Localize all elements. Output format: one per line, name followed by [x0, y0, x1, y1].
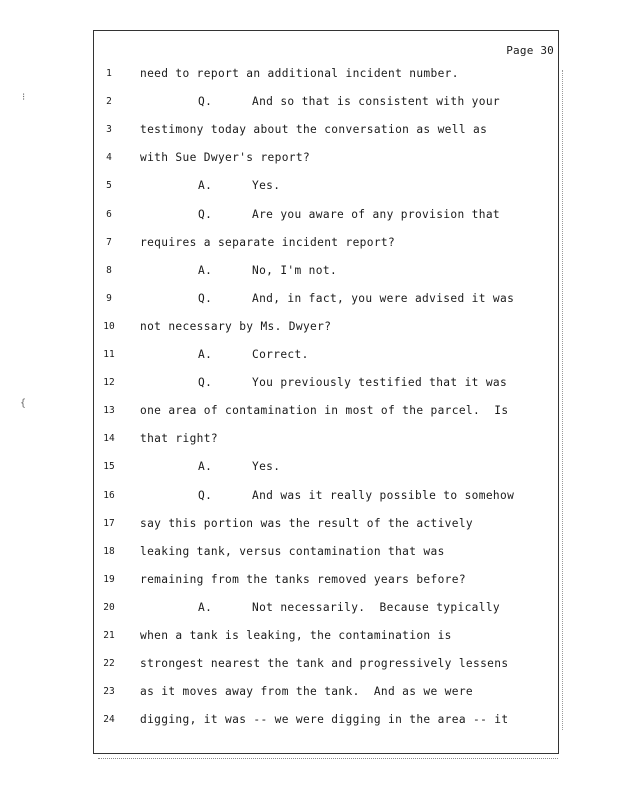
speaker-label: A. [198, 263, 213, 277]
transcript-line [94, 289, 558, 309]
left-margin-mark: ⁝ [22, 92, 26, 103]
transcript-line [94, 148, 558, 168]
line-number: 10 [103, 320, 115, 332]
transcript-line [94, 92, 558, 112]
speaker-label: Q. [198, 207, 213, 221]
testimony-text: You previously testified that it was [252, 376, 508, 390]
line-number: 12 [103, 377, 115, 389]
testimony-text: digging, it was -- we were digging in the area -- it [140, 713, 509, 727]
line-text [198, 345, 309, 365]
line-text [140, 429, 218, 449]
line-text [140, 570, 466, 590]
line-text [140, 542, 445, 562]
transcript-line [94, 401, 558, 421]
line-text [140, 120, 487, 140]
testimony-text: strongest nearest the tank and progressively lessens [140, 657, 509, 671]
line-number: 15 [103, 461, 115, 473]
line-number: 2 [106, 96, 112, 108]
line-number: 1 [106, 68, 112, 79]
transcript-line [94, 261, 558, 281]
speaker-label: A. [198, 460, 213, 474]
testimony-text: testimony today about the conversation as well as [140, 123, 488, 137]
line-number: 16 [103, 489, 115, 501]
line-text [198, 205, 500, 225]
speaker-label: Q. [198, 488, 213, 502]
testimony-text: one area of contamination in most of the parcel. Is [140, 404, 509, 418]
line-text [140, 317, 331, 337]
right-edge-scan-marks [562, 70, 565, 730]
testimony-text: as it moves away from the tank. And as we were [140, 685, 474, 699]
line-text [198, 92, 500, 112]
transcript-line [94, 542, 558, 562]
transcript-line [94, 345, 558, 365]
line-number: 14 [103, 433, 115, 445]
line-number: 13 [103, 405, 115, 417]
speaker-label: A. [198, 348, 213, 361]
testimony-text: And was it really possible to somehow [252, 488, 515, 502]
transcript-line [94, 654, 558, 674]
testimony-text: No, I'm not. [252, 263, 338, 277]
line-number: 5 [106, 180, 112, 192]
line-number: 22 [103, 658, 115, 670]
transcript-line [94, 64, 558, 84]
line-text [140, 626, 452, 646]
testimony-text: Yes. [252, 460, 281, 474]
line-text [140, 64, 459, 84]
speaker-label: Q. [198, 291, 213, 305]
testimony-text: requires a separate incident report? [140, 235, 396, 249]
line-number: 11 [103, 349, 115, 360]
transcript-line [94, 233, 558, 253]
line-number: 20 [103, 601, 115, 613]
line-text [198, 289, 514, 309]
transcript-line [94, 570, 558, 590]
speaker-label: Q. [198, 95, 213, 109]
line-text [198, 457, 280, 477]
transcript-line [94, 710, 558, 730]
line-number: 6 [106, 208, 112, 220]
testimony-text: remaining from the tanks removed years before? [140, 572, 466, 586]
line-number: 9 [106, 292, 112, 304]
line-text [198, 176, 280, 196]
line-text [198, 486, 514, 506]
line-text [140, 148, 310, 168]
line-number: 21 [103, 630, 115, 641]
line-text [140, 682, 473, 702]
line-text [140, 514, 473, 534]
left-margin-bracket: { [20, 398, 27, 409]
speaker-label: A. [198, 600, 213, 614]
line-number: 23 [103, 686, 115, 698]
speaker-label: Q. [198, 376, 213, 390]
testimony-text: when a tank is leaking, the contamination is [140, 629, 452, 642]
line-number: 3 [106, 124, 112, 136]
testimony-text: Correct. [252, 348, 309, 361]
line-number: 18 [103, 545, 115, 557]
transcript-line [94, 120, 558, 140]
line-number: 17 [103, 517, 115, 529]
speaker-label: A. [198, 179, 213, 193]
transcript-line [94, 457, 558, 477]
transcript-line [94, 682, 558, 702]
transcript-line [94, 486, 558, 506]
line-text [198, 261, 337, 281]
testimony-text: not necessary by Ms. Dwyer? [140, 319, 332, 333]
line-text [140, 654, 508, 674]
line-text [198, 598, 500, 618]
testimony-text: And, in fact, you were advised it was [252, 291, 515, 305]
transcript-line [94, 514, 558, 534]
transcript-line [94, 598, 558, 618]
testimony-text: say this portion was the result of the actively [140, 516, 474, 530]
transcript-line [94, 429, 558, 449]
testimony-text: with Sue Dwyer's report? [140, 151, 311, 165]
testimony-text: And so that is consistent with your [252, 95, 500, 109]
line-number: 8 [106, 264, 112, 276]
page-number: Page 30 [506, 44, 554, 57]
line-number: 7 [106, 236, 112, 248]
transcript-line [94, 626, 558, 646]
line-text [198, 373, 507, 393]
transcript-line [94, 176, 558, 196]
testimony-text: leaking tank, versus contamination that was [140, 544, 445, 558]
testimony-text: Yes. [252, 179, 281, 193]
line-number: 24 [103, 714, 115, 726]
transcript-line [94, 317, 558, 337]
line-text [140, 710, 508, 730]
bottom-scan-rule [98, 758, 558, 759]
testimony-text: that right? [140, 432, 218, 446]
line-number: 4 [106, 152, 112, 164]
transcript-line [94, 205, 558, 225]
line-text [140, 233, 395, 253]
testimony-text: need to report an additional incident number. [140, 67, 459, 80]
testimony-text: Not necessarily. Because typically [252, 600, 500, 614]
transcript-line [94, 373, 558, 393]
line-number: 19 [103, 573, 115, 585]
line-text [140, 401, 508, 421]
testimony-text: Are you aware of any provision that [252, 207, 500, 221]
transcript-page [93, 30, 559, 754]
